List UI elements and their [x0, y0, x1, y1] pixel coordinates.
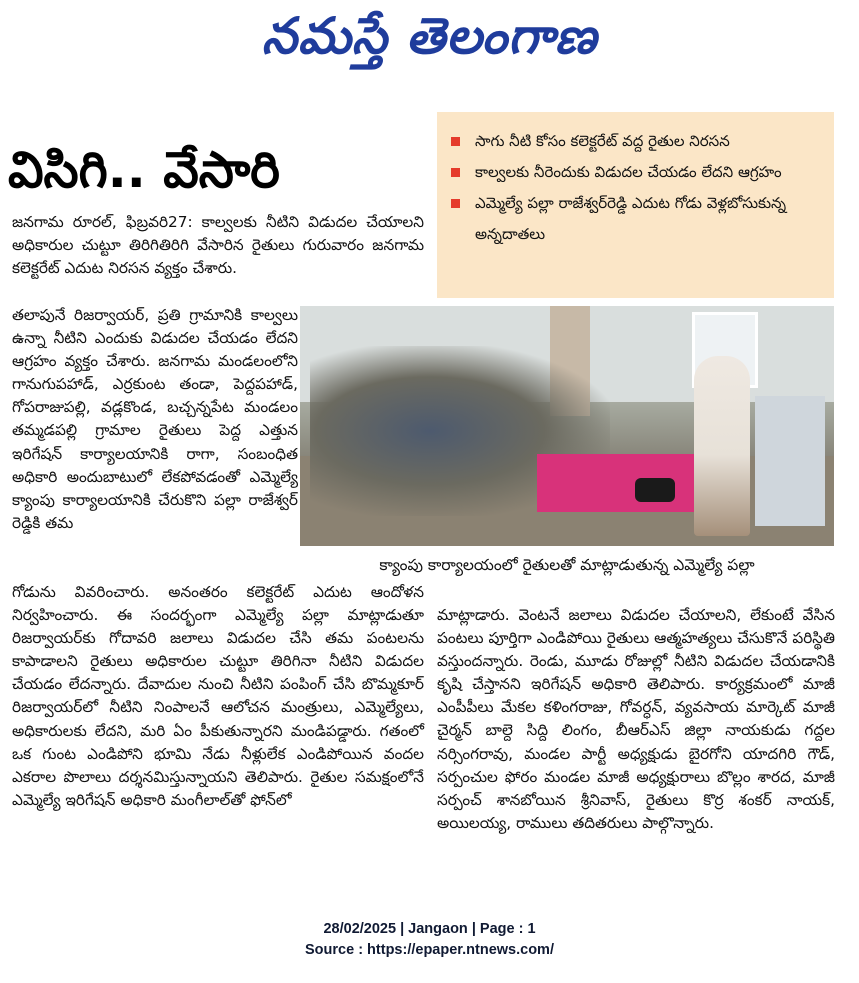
photo-black-bag — [635, 478, 675, 502]
bullet-square-icon — [451, 137, 460, 146]
edition-info: 28/02/2025 | Jangaon | Page : 1 — [323, 921, 536, 937]
paragraph-text: గోడును వివరించారు. అనంతరం కలెక్టరేట్ ఎదుట ఆందోళన నిర్వహించారు. ఈ సందర్భంగా ఎమ్మెల్యే పల్లా మాట్లాడుతూ రిజర్వాయర్‌కు గోదావరి జలాలు విడుదల చేసి తమ పంటలను కాపాడాలని రైతులు అధికారుల చుట్టూ తిరిగినా నీటిని విడుదల చేయడం లేదన్నారు. దేవాదుల నుంచి నీటిని పంపింగ్ చేసి బొమ్మకూర్ రిజర్వాయర్‌లో నీటిని నింపాలనే ఆలోచన మంత్రులు, ఎమ్మెల్యేలు, అధికారులకు లేదని, మరి ఏం పీకుతున్నారని మండిపడ్డారు. గతంలో ఒక గుంట ఎండిపోని భూమి నేడు నీళ్లులేక ఎండిపోయిన వందల ఎకరాల పొలాలు దర్శనమిస్తున్నాయని తెలిపారు. రైతుల సమక్షంలోనే ఎమ్మెల్యే ఇరిగేషన్ అధికారి మంగీలాల్‌తో ఫోన్‌లో — [12, 583, 424, 809]
article-paragraph-beside-photo — [12, 304, 298, 535]
highlight-item — [449, 157, 824, 188]
article-headline: విసిగి.. వేసారి — [8, 141, 280, 199]
page-footer — [0, 919, 859, 961]
highlight-text: సాగు నీటి కోసం కలెక్టరేట్ వద్ద రైతుల నిరసన — [475, 132, 730, 150]
highlight-item — [449, 188, 824, 250]
photo-mla-speaking — [694, 356, 750, 536]
highlight-text: ఎమ్మెల్యే పల్లా రాజేశ్వర్‌రెడ్డి ఎదుట గోడు వెళ్లబోసుకున్న అన్నదాతలు — [475, 194, 787, 243]
photo-caption: క్యాంపు కార్యాలయంలో రైతులతో మాట్లాడుతున్న ఎమ్మెల్యే పల్లా — [379, 556, 755, 574]
news-photo — [300, 306, 834, 546]
article-paragraph-column1 — [12, 581, 424, 812]
paragraph-text: తలాపునే రిజర్వాయర్, ప్రతి గ్రామానికి కాల్వలు ఉన్నా నీటిని ఎందుకు విడుదల చేయడం లేదని ఆగ్రహం వ్యక్తం చేశారు. జనగామ మండలంలోని గానుగుపహాడ్, ఎర్రకుంట తండా, పెద్దపహాడ్, గోపరాజుపల్లి, వడ్లకొండ, బచ్చన్నపేట మండలం తమ్మడపల్లి గ్రామాల రైతులు పెద్ద ఎత్తున ఇరిగేషన్ కార్యాలయానికి రాగా, సంబంధిత అధికారి అందుబాటులో లేకపోవడంతో ఎమ్మెల్యే క్యాంపు కార్యాలయానికి చేరుకొని పల్లా రాజేశ్వర్ రెడ్డికి తమ — [12, 306, 298, 532]
bullet-square-icon — [451, 168, 460, 177]
paragraph-text: జనగామ రూరల్, ఫిబ్రవరి27: కాల్వలకు నీటిని విడుదల చేయాలని అధికారుల చుట్టూ తిరిగితిరిగి వేసారిన రైతులు గురువారం జనగామ కలెక్టరేట్ ఎదుట నిరసన వ్యక్తం చేశారు. — [12, 213, 424, 278]
paragraph-text: మాట్లాడారు. వెంటనే జలాలు విడుదల చేయాలని, లేకుంటే వేసిన పంటలు పూర్తిగా ఎండిపోయి రైతులు ఆత్మహత్యలు చేసుకొనే పరిస్థితి వస్తుందన్నారు. రెండు, మూడు రోజుల్లో నీటిని విడుదల చేయడానికి కృషి చేస్తానని ఇరిగేషన్ అధికారి తెలిపారు. కార్యక్రమంలో మాజీ ఎంపీపీలు మేకల కళింగరాజు, గోవర్ధన్, వ్యవసాయ మార్కెట్ మాజీ చైర్మన్ బాల్దె సిద్ది లింగం, బీఆర్‌ఎస్ జిల్లా నాయకుడు గద్దల నర్సింగరావు, మండల పార్టీ అధ్యక్షుడు బైరగోని యాదగిరి గౌడ్, సర్పంచుల ఫోరం మండల మాజీ అధ్యక్షురాలు బొల్లం శారద, మాజీ సర్పంచ్ శానబోయిన శ్రీనివాస్, రైతులు కొర్ర శంకర్ నాయక్, అయిలయ్య, రాములు తదితరులు పాల్గొన్నారు. — [437, 606, 835, 832]
bullet-square-icon — [451, 199, 460, 208]
highlights-box — [437, 112, 834, 298]
article-paragraph-lead — [12, 211, 424, 280]
article-paragraph-column2 — [437, 604, 835, 835]
source-link[interactable]: Source : https://epaper.ntnews.com/ — [305, 942, 554, 958]
photo-seated-people — [755, 396, 825, 526]
highlight-item — [449, 126, 824, 157]
newspaper-masthead: నమస్తే తెలంగాణ — [261, 6, 598, 65]
highlight-text: కాల్వలకు నీరెందుకు విడుదల చేయడం లేదని ఆగ్రహం — [475, 163, 782, 181]
